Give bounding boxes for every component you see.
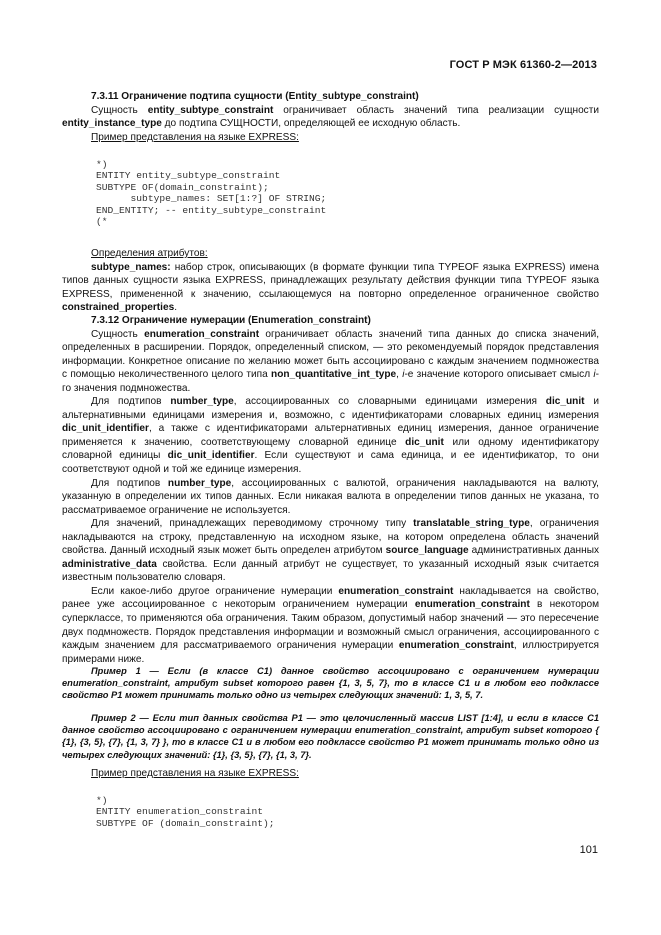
- section-title: 7.3.11 Ограничение подтипа сущности (Entity_subtype_constraint): [91, 91, 419, 102]
- example-2: Пример 2 — Если тип данных свойства Р1 — это целочисленный массив LIST [1:4], и если в классе С1 данное свойство ассоциировано с ограничением нумерации enumeration_constraint, атрибут subset которого { {1}, {3, 5}, {7}, {1, 3, 7} }, то в классе С1 и в любом его подклассе свойство Р1 может принимать только одно из четырех следующих значений: {1}, {3, 5}, {7}, {1, 3, 7}.: [62, 713, 599, 760]
- paragraph: Сущность entity_subtype_constraint ограничивает область значений типа реализации сущности entity_instance_type до подтипа СУЩНОСТИ, определяющей ее исходную область.: [62, 104, 599, 130]
- document-header-id: ГОСТ Р МЭК 61360-2—2013: [449, 59, 597, 71]
- express-example-label: Пример представления на языке EXPRESS:: [91, 131, 299, 143]
- section-7-3-11: [62, 90, 599, 144]
- express-code-block: *) ENTITY entity_subtype_constraint SUBTYPE OF(domain_constraint); subtype_names: SET[1:?] OF STRING; END_ENTITY; -- entity_subtype_constraint (*: [96, 159, 327, 228]
- express-code-block: *) ENTITY enumeration_constraint SUBTYPE OF (domain_constraint);: [96, 795, 275, 829]
- attribute-definitions-label: Определения атрибутов:: [91, 248, 208, 259]
- paragraph: Сущность enumeration_constraint ограничивает область значений типа данных до списка значений, определенных в расширении. Порядок, определенный списком, — это рекомендуемый порядок представления информации. Конкретное описание по желанию может быть ассоциировано с каждым значением подмножества с помощью неколичественного целого типа non_quantitative_int_type, i-е значение которого описывает смысл i-го значения подмножества.: [62, 328, 600, 394]
- paragraph: Для подтипов number_type, ассоциированных со словарными единицами измерения dic_unit и альтернативными единицами измерения и, возможно, с идентификаторами словарных единиц измерения dic_unit_identifier, а также с идентификаторами альтернативных единиц измерения, данное ограничение применяется к значению, соответствующему словарной единице dic_unit или одному идентификатору словарной единицы dic_unit_identifier. Если существуют и сама единица, и ее идентификатор, то они соответствуют одной и той же единице измерения.: [62, 396, 599, 476]
- section-7-3-12: [62, 314, 599, 666]
- page-number: 101: [579, 844, 598, 856]
- example-1: Пример 1 — Если (в классе С1) данное свойство ассоциировано с ограничением нумерации enumeration_constraint, атрибут subset которого равен {1, 3, 5, 7}, то в классе С1 и в любом его подклассе свойство Р1 может принимать только одно из четырех следующих значений: 1, 3, 5, 7.: [62, 666, 599, 701]
- paragraph: Для значений, принадлежащих переводимому строчному типу translatable_string_type, ограничения накладываются на строку, представленную на исходном языке, на котором определена область значений свойства. Данный исходный язык может быть определен атрибутом source_language административных данных administrative_data свойства. Если данный атрибут не существует, то указанный исходный язык считается известным пользователю словаря.: [62, 518, 599, 584]
- paragraph: subtype_names: набор строк, описывающих (в формате функции типа TYPEOF языка EXPRESS) имена типов данных сущности языка EXPRESS, принадлежащих результату действия функции типа TYPEOF языка EXPRESS, примененной к значению, ссылающемуся на повторно определенное ограниченное свойство constrained_properties.: [62, 261, 599, 314]
- attribute-definitions: [62, 247, 599, 315]
- section-title: 7.3.12 Ограничение нумерации (Enumeration_constraint): [91, 315, 371, 326]
- express-example-label-2: Пример представления на языке EXPRESS:: [91, 768, 299, 779]
- paragraph: Для подтипов number_type, ассоциированных с валютой, ограничения накладываются на валюту, указанную в определении их типов данных. Если никакая валюта в определении типов данных не указана, то рассматриваемое ограничение не используется.: [62, 477, 599, 516]
- paragraph: Если какое-либо другое ограничение нумерации enumeration_constraint накладывается на свойство, ранее уже ассоциированное с некоторым ограничением нумерации enumeration_constraint в некотором суперклассе, то применяются оба ограничения. Таким образом, допустимый набор значений — это пересечение двух подмножеств. Порядок представления информации и возможный смысл ограничения, ассоциированного с каждым значением для рассматриваемого ограничения нумерации enumeration_constraint, иллюстрируется примерами ниже.: [62, 585, 600, 665]
